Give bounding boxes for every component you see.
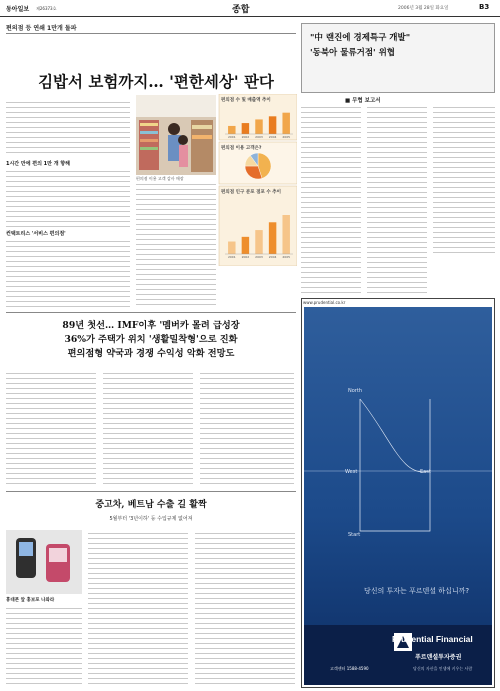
body-text [88, 530, 188, 685]
bottom-headline: 중고차, 베트남 수출 길 활짝 [95, 500, 207, 510]
issue-number: 제26373호 [36, 6, 57, 11]
divider [6, 312, 296, 313]
chart3-tick-label: 2002 [241, 255, 250, 259]
body-text [6, 99, 130, 157]
body-text [200, 370, 294, 488]
chart1-tick-label: 2002 [241, 135, 250, 139]
subhead-1: 1시간 만에 편의 1만 개 향해 [6, 161, 70, 167]
divider [6, 491, 296, 492]
second-headline [6, 319, 296, 361]
ad-tagline: 당신의 자산을 인생에 키우는 사람 [413, 666, 473, 671]
kicker-main: 편의점 등 연쇄 1만개 돌파 [6, 25, 77, 32]
chart1-tick-label: 2003 [255, 135, 263, 139]
ad-brand-korean: 푸르덴셜투자증권 [415, 654, 462, 661]
chart3-bar [269, 222, 276, 254]
ad-phone[interactable]: 고객센터 1588-4590 [330, 666, 369, 671]
second-headline-line-3: 편의점형 약국과 경쟁 수익성 악화 전망도 [67, 348, 235, 359]
bottom-subhead: 5월부터 '3년이하' 등 수입규제 없어져 [109, 516, 193, 522]
page-number: B3 [479, 3, 490, 11]
chart3-bar [228, 242, 235, 254]
chart1-bar [255, 119, 262, 134]
body-text [195, 530, 295, 685]
phone-photo [6, 530, 82, 594]
chart1-bar [282, 113, 289, 134]
ad-brand[interactable]: Prudential Financial [392, 634, 473, 644]
ad-question: 당신의 투자는 푸르덴셜 하십니까? [364, 587, 470, 595]
chart3-bar [255, 230, 262, 254]
date: 2006년 3월 28일 화요일 [398, 6, 449, 11]
bottom-photo-caption: 휴대폰 앞 홍보포 나와라 [6, 598, 55, 603]
compass-west: West [345, 469, 358, 475]
chart1-title: 편의점 수 및 매출액 추이 [221, 98, 271, 103]
section-title: 종합 [232, 5, 250, 15]
right-headline: '동북아 물류거점' 위협 [310, 48, 396, 58]
compass-east: East [420, 469, 431, 475]
chart3-tick-label: 2005 [282, 255, 291, 259]
body-text [103, 370, 193, 488]
body-text [6, 605, 82, 685]
body-text [6, 370, 96, 488]
second-headline-line-2: 36%가 주택가 위치 '생활밀착형'으로 진화 [64, 334, 238, 345]
chart3-tick-label: 2004 [268, 255, 277, 259]
chart3-tick-label: 2001 [227, 255, 236, 259]
ad-url[interactable]: www.prudential.co.kr [303, 300, 346, 305]
body-text [367, 104, 427, 294]
chart1-bar [228, 126, 235, 134]
second-headline-line-1: 89년 첫선… IMF이후 '멤버카 몰려 급성장 [62, 320, 240, 331]
chart1-tick-label: 2004 [268, 135, 277, 139]
chart3-title: 편의점 인구 분포 점포 수 추이 [221, 190, 281, 195]
masthead: 동아일보 [6, 6, 30, 13]
body-text [6, 168, 130, 228]
chart3-tick-label: 2003 [255, 255, 263, 259]
chart1-bar [242, 123, 249, 134]
chart1-tick-label: 2005 [282, 135, 291, 139]
chart2-title: 편의점 이용 고객은? [221, 146, 262, 151]
subhead-2: 컨택트리스 '서비스 편의점' [6, 231, 66, 237]
advertisement[interactable] [301, 298, 495, 688]
chart1-tick-label: 2001 [227, 135, 236, 139]
right-kicker: "中 랜진에 경제특구 개발" [310, 33, 411, 43]
body-text [433, 104, 495, 254]
photo-caption: 편의점 이용 고객 감사 매장 [136, 176, 184, 181]
compass-north: North [348, 388, 362, 394]
chart3-bar [282, 215, 289, 254]
chart3-bar [242, 237, 249, 254]
byline: ■ 무협 보고서 [345, 98, 381, 104]
right-headline-box [301, 23, 495, 93]
headline-main: 김밥서 보험까지… '편한세상' 판다 [38, 72, 274, 91]
body-text [6, 238, 130, 308]
chart1-bar [269, 116, 276, 134]
divider [6, 33, 296, 34]
body-text [301, 104, 361, 294]
chart-group [135, 94, 297, 266]
compass-start: Start [348, 532, 361, 538]
